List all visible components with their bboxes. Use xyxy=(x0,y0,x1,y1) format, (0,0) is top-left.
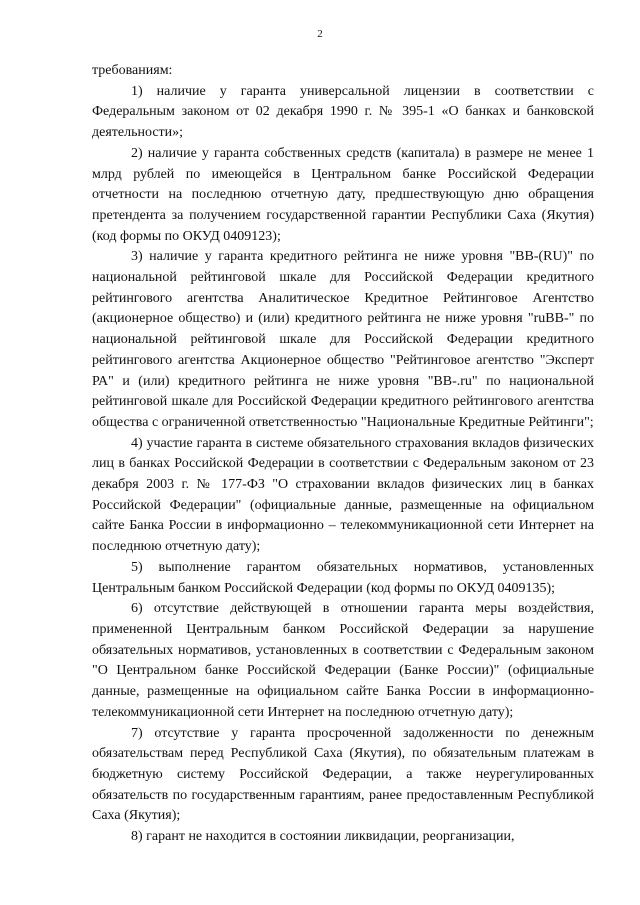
list-item-8-not-in-liquidation: 8) гарант не находится в состоянии ликвидации, реорганизации, xyxy=(131,829,515,845)
list-item-5-mandatory-ratios: 5) выполнение гарантом обязательных нормативов, установленных Центральным банком Российской Федерации (код формы по ОКУД 0409135); xyxy=(92,559,594,596)
paragraph-intro: требованиям: xyxy=(92,63,173,78)
list-item-3-credit-rating: 3) наличие у гаранта кредитного рейтинга не ниже уровня "BB-(RU)" по национальной рейтинговой шкале для Российской Федерации кредитного рейтингового агентства Аналитическое Кредитное Рейтинговое Агентство (акционерное общество) и (или) кредитного рейтинга не ниже уровня "ruBB-" по национальной рейтинговой шкале для Российской Федерации кредитного рейтингового агентства Акционерное общество "Рейтинговое агентство "Эксперт РА" и (или) кредитного рейтинга не ниже уровня "BB-.ru" по национальной рейтинговой шкале для Российской Федерации кредитного рейтингового агентства общества с ограниченной ответственностью "Национальные Кредитные Рейтинги"; xyxy=(92,249,594,430)
list-item-2-own-capital: 2) наличие у гаранта собственных средств (капитала) в размере не менее 1 млрд рублей по имеющейся в Центральном банке Российской Федерации отчетности на последнюю отчетную дату, предшествующую дню обращения претендента за получением государственной гарантии Республики Саха (Якутия) (код формы по ОКУД 0409123); xyxy=(92,145,594,244)
list-item-4-deposit-insurance: 4) участие гаранта в системе обязательного страхования вкладов физических лиц в банках Российской Федерации в соответствии с Федеральным законом от 23 декабря 2003 г. № 177-ФЗ "О страховании вкладов физических лиц в банках Российской Федерации" (официальные данные, размещенные на официальном сайте Банка России в информационно – телекоммуникационной сети Интернет на последнюю отчетную дату); xyxy=(92,435,594,555)
document-body xyxy=(92,61,594,848)
list-item-7-no-overdue-debt: 7) отсутствие у гаранта просроченной задолженности по денежным обязательствам перед Республикой Саха (Якутия), по обязательным платежам в бюджетную систему Российской Федерации, а также неурегулированных обязательств по государственным гарантиям, ранее предоставленным Республикой Саха (Якутия); xyxy=(92,725,594,824)
list-item-1-universal-license: 1) наличие у гаранта универсальной лицензии в соответствии с Федеральным законом от 02 декабря 1990 г. № 395-1 «О банках и банковской деятельности»; xyxy=(92,83,594,141)
list-item-6-no-sanctions: 6) отсутствие действующей в отношении гаранта меры воздействия, примененной Центральным банком Российской Федерации за нарушение обязательных нормативов, установленных в соответствии с Федеральным законом "О Центральном банке Российской Федерации (Банке России)" (официальные данные, размещенные на официальном сайте Банка России в информационно-телекоммуникационной сети Интернет на последнюю отчетную дату); xyxy=(92,601,594,720)
page-number: 2 xyxy=(317,28,323,40)
